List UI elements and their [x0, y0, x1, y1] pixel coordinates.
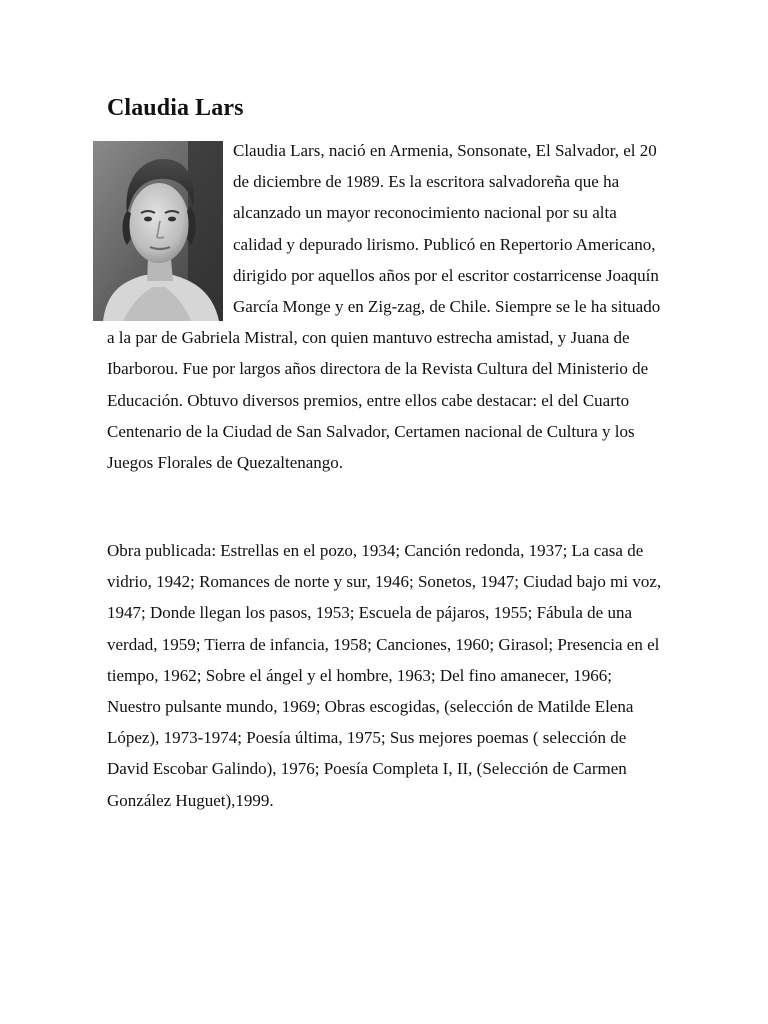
- portrait-photo: [93, 141, 223, 321]
- page-title: Claudia Lars: [107, 95, 244, 121]
- biography-text: Claudia Lars, nació en Armenia, Sonsonate, El Salvador, el 20 de diciembre de 1989. Es la escritora salvadoreña que ha alcanzado un mayor reconocimiento nacional por su alta calidad y depurado lirismo. Publicó en Repertorio Americano, dirigido por aquellos años por el escritor costarricense Joaquín García Monge y en Zig-zag, de Chile. Siempre se le ha situado a la par de Gabriela Mistral, con quien mantuvo estrecha amistad, y Juana de Ibarborou. Fue por largos años directora de la Revista Cultura del Ministerio de Educación. Obtuvo diversos premios, entre ellos cabe destacar: el del Cuarto Centenario de la Ciudad de San Salvador, Certamen nacional de Cultura y los Juegos Florales de Quezaltenango.: [107, 141, 661, 473]
- published-works-paragraph: Obra publicada: Estrellas en el pozo, 1934; Canción redonda, 1937; La casa de vidrio, 1942; Romances de norte y sur, 1946; Sonetos, 1947; Ciudad bajo mi voz, 1947; Donde llegan los pasos, 1953; Escuela de pájaros, 1955; Fábula de una verdad, 1959; Tierra de infancia, 1958; Canciones, 1960; Girasol; Presencia en el tiempo, 1962; Sobre el ángel y el hombre, 1963; Del fino amanecer, 1966; Nuestro pulsante mundo, 1969; Obras escogidas, (selección de Matilde Elena López), 1973-1974; Poesía última, 1975; Sus mejores poemas ( selección de David Escobar Galindo), 1976; Poesía Completa I, II, (Selección de Carmen González Huguet),1999.: [107, 541, 662, 810]
- biography-paragraph: [107, 135, 663, 478]
- portrait-photo-icon: [93, 141, 223, 321]
